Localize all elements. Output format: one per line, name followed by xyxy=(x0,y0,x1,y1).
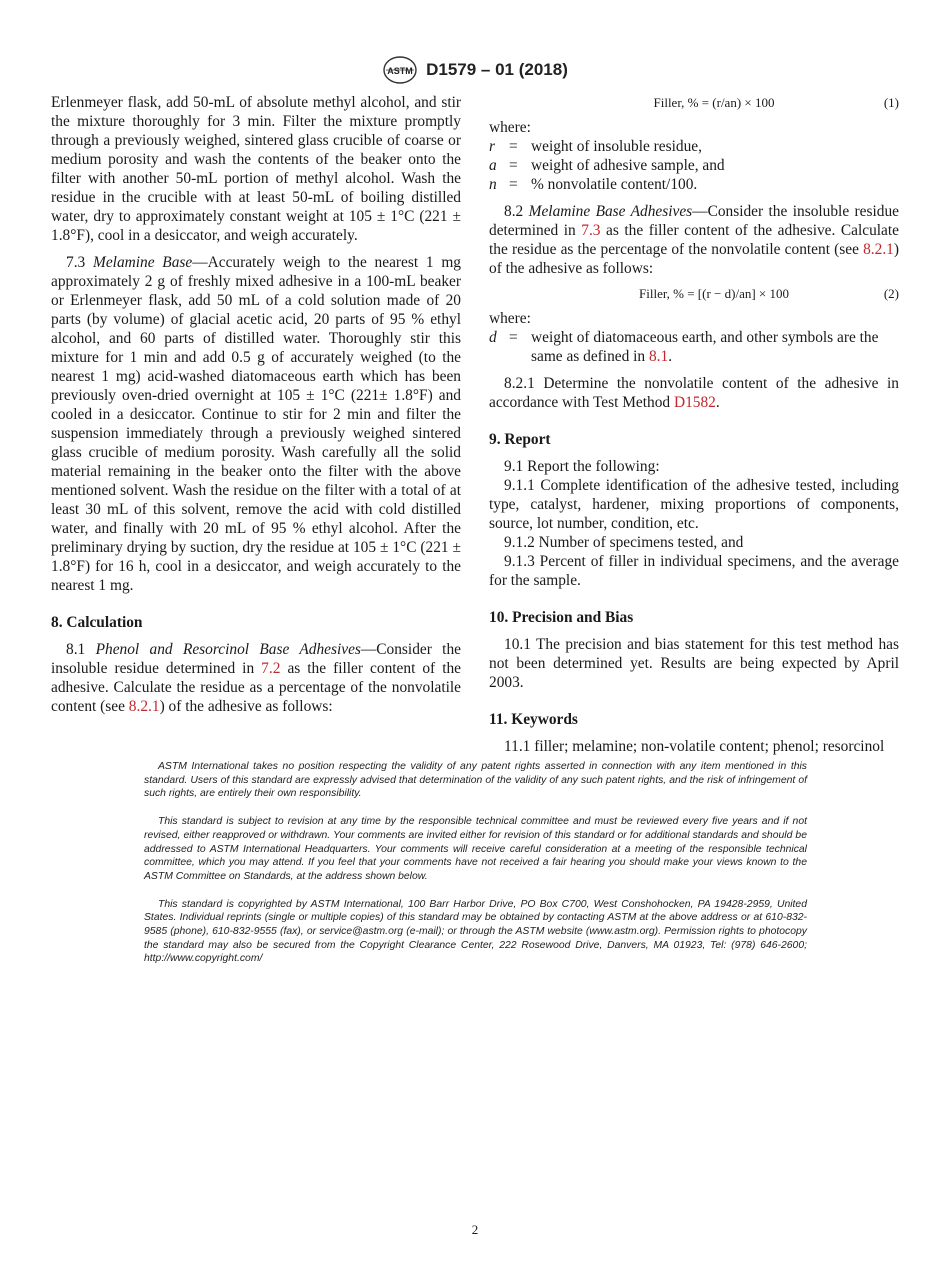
section-number: 8.2 xyxy=(504,203,524,220)
section-9-1-1: 9.1.1 Complete identification of the adhesive tested, including type, catalyst, hardener, mixing proportions of components, source, lot number, condition, etc. xyxy=(489,477,899,532)
section-number: 7.3 xyxy=(66,254,86,271)
section-9-1-2: 9.1.2 Number of specimens tested, and xyxy=(504,534,744,551)
left-column xyxy=(51,93,461,716)
link-8-1[interactable]: 8.1 xyxy=(648,348,669,365)
where-label: where: xyxy=(489,310,531,327)
section-text: ) of the adhesive as follows: xyxy=(489,241,899,277)
section-8-1 xyxy=(51,640,461,716)
section-9-1: 9.1 Report the following: xyxy=(504,458,660,475)
link-d1582[interactable]: D1582 xyxy=(673,394,716,411)
copyright-notice: This standard is copyrighted by ASTM International, 100 Barr Harbor Drive, PO Box C700, West Conshohocken, PA 19428-2959, United States. Individual reprints (single or multiple copies) of this standard may be obtained by contacting ASTM at the above address or at 610-832-9585 (phone), 610-832-9555 (fax), or service@astm.org (e-mail); or through the ASTM website (www.astm.org). Permission rights to photocopy the standard may also be secured from the Copyright Clearance Center, 222 Rosewood Drive, Danvers, MA 01923, Tel: (978) 646-2600; http://www.copyright.com/ xyxy=(144,898,807,965)
document-designation: D1579 – 01 (2018) xyxy=(426,60,568,79)
revision-notice: This standard is subject to revision at any time by the responsible technical committee and must be reviewed every five years and if not revised, either reapproved or withdrawn. Your comments are invited either for revision of this standard or for additional standards and should be addressed to ASTM International Headquarters. Your comments will receive careful consideration at a meeting of the responsible technical committee, which you may attend. If you feel that your comments have not received a fair hearing you should make your views known to the ASTM Committee on Standards, at the address shown below. xyxy=(144,816,807,882)
paragraph-continued: Erlenmeyer flask, add 50-mL of absolute methyl alcohol, and stir the mixture thoroughly for 3 min. Filter the mixture promptly through a previously weighed, sintered glass crucible of coarse or medium porosity and wash the contents of the beaker onto the filter with another 50-mL portion of methyl alcohol. Wash the residue in the crucible with at least 50-mL of boiling distilled water, dry to approximately constant weight at 105 ± 1°C (221 ± 1.8°F), cool in a desiccator, and weigh accurately. xyxy=(51,94,461,244)
section-title: Melamine Base xyxy=(93,254,193,271)
equation-1 xyxy=(489,93,899,112)
definition-symbol: n xyxy=(489,176,497,193)
definition-text: % nonvolatile content/100. xyxy=(531,176,698,193)
where-label: where: xyxy=(489,119,531,136)
section-number: 8.1 xyxy=(66,641,86,658)
definition-row xyxy=(489,137,899,156)
definitions-list xyxy=(489,137,899,194)
link-8-2-1[interactable]: 8.2.1 xyxy=(128,698,160,715)
page-number: 2 xyxy=(471,1222,479,1237)
definition-text xyxy=(531,328,899,366)
section-title: Melamine Base Adhesives xyxy=(528,203,693,220)
heading-precision-bias: 10. Precision and Bias xyxy=(489,609,634,626)
definition-text-part: weight of diatomaceous earth, and other symbols are the same as defined in xyxy=(531,329,879,365)
definition-symbol: r xyxy=(489,138,495,155)
definition-equals: = xyxy=(509,176,518,193)
section-9-1-3: 9.1.3 Percent of filler in individual specimens, and the average for the sample. xyxy=(489,553,899,589)
definition-equals: = xyxy=(509,138,518,155)
right-column xyxy=(489,93,899,756)
heading-calculation: 8. Calculation xyxy=(51,614,143,631)
page-header xyxy=(0,55,950,90)
link-7-2[interactable]: 7.2 xyxy=(261,660,281,677)
section-text: as the filler content of the adhesive. Calculate the residue as the percentage of the nonvolatile content (see xyxy=(489,222,899,258)
section-text: . xyxy=(715,394,720,411)
equation-2 xyxy=(489,284,899,303)
definition-text: weight of adhesive sample, and xyxy=(531,157,725,174)
link-8-2-1[interactable]: 8.2.1 xyxy=(863,241,894,258)
section-text: 8.2.1 Determine the nonvolatile content of the adhesive in accordance with Test Method xyxy=(489,375,899,411)
section-11-1: 11.1 filler; melamine; non-volatile content; phenol; resorcinol xyxy=(504,738,885,755)
link-7-3[interactable]: 7.3 xyxy=(581,222,601,239)
section-text: —Consider the insoluble residue determined in xyxy=(51,641,461,677)
equation-number: (1) xyxy=(883,95,899,110)
definition-row xyxy=(489,328,899,366)
section-text: as the filler content of the adhesive. Calculate the residue as a percentage of the nonvolatile content (see xyxy=(51,660,462,715)
definition-row xyxy=(489,156,899,175)
section-text: —Accurately weigh to the nearest 1 mg approximately 2 g of freshly mixed adhesive in a 100-mL beaker or Erlenmeyer flask, add 50 mL of a cold solution made of 20 parts (by volume) of glacial acetic acid, 20 parts of 95 % ethyl alcohol, and 60 parts of distilled water. Thoroughly stir this mixture for 1 min and add 0.5 g of accurately weighed (to the nearest 1 mg) acid-washed diatomaceous earth which has been previously oven-dried overnight at 105 ± 1°C (221± 1.8°F) and cooled in a desiccator. Continue to stir for 2 min and filter the suspension immediately through a previously weighed sintered glass crucible of medium porosity. Wash carefully all the solid material remaining in the beaker onto the filter with the above mentioned solvent. Wash the residue on the filter with a total of at least 30 mL of this solvent, remove the acid with cold distilled water, and finally with 20 mL of 95 % ethyl alcohol. After the preliminary drying by suction, dry the residue at 105 ± 1°C (221 ± 1.8°F) for 16 h, cool in a desiccator, and weigh accurately to the nearest 1 mg. xyxy=(51,254,461,594)
section-8-2-1 xyxy=(489,374,899,412)
footer-notes xyxy=(144,760,807,980)
definition-text: weight of insoluble residue, xyxy=(531,138,702,155)
definition-row xyxy=(489,175,899,194)
section-7-3 xyxy=(51,253,461,595)
section-title: Phenol and Resorcinol Base Adhesives xyxy=(95,641,361,658)
equation-expression: Filler, % = [(r − d)/an] × 100 xyxy=(639,286,789,301)
equation-expression: Filler, % = (r/an) × 100 xyxy=(653,95,775,110)
definition-equals: = xyxy=(509,329,518,346)
svg-text:ASTM: ASTM xyxy=(387,66,413,76)
equation-number: (2) xyxy=(883,286,899,301)
definition-text-part: . xyxy=(668,348,673,365)
heading-keywords: 11. Keywords xyxy=(489,711,578,728)
definition-equals: = xyxy=(509,157,518,174)
definition-symbol: d xyxy=(489,329,497,346)
section-10-1: 10.1 The precision and bias statement for this test method has not been determined yet. Results are being expected by April 2003. xyxy=(489,636,899,691)
definition-symbol: a xyxy=(489,157,497,174)
section-8-2 xyxy=(489,202,899,278)
heading-report: 9. Report xyxy=(489,431,551,448)
section-text: ) of the adhesive as follows: xyxy=(159,698,333,715)
patent-notice: ASTM International takes no position respecting the validity of any patent rights asserted in connection with any item mentioned in this standard. Users of this standard are expressly advised that determination of the validity of any such patent rights, and the risk of infringement of such rights, are entirely their own responsibility. xyxy=(144,761,807,800)
section-text: —Consider the insoluble residue determined in xyxy=(489,203,899,239)
astm-logo-icon xyxy=(382,55,418,85)
